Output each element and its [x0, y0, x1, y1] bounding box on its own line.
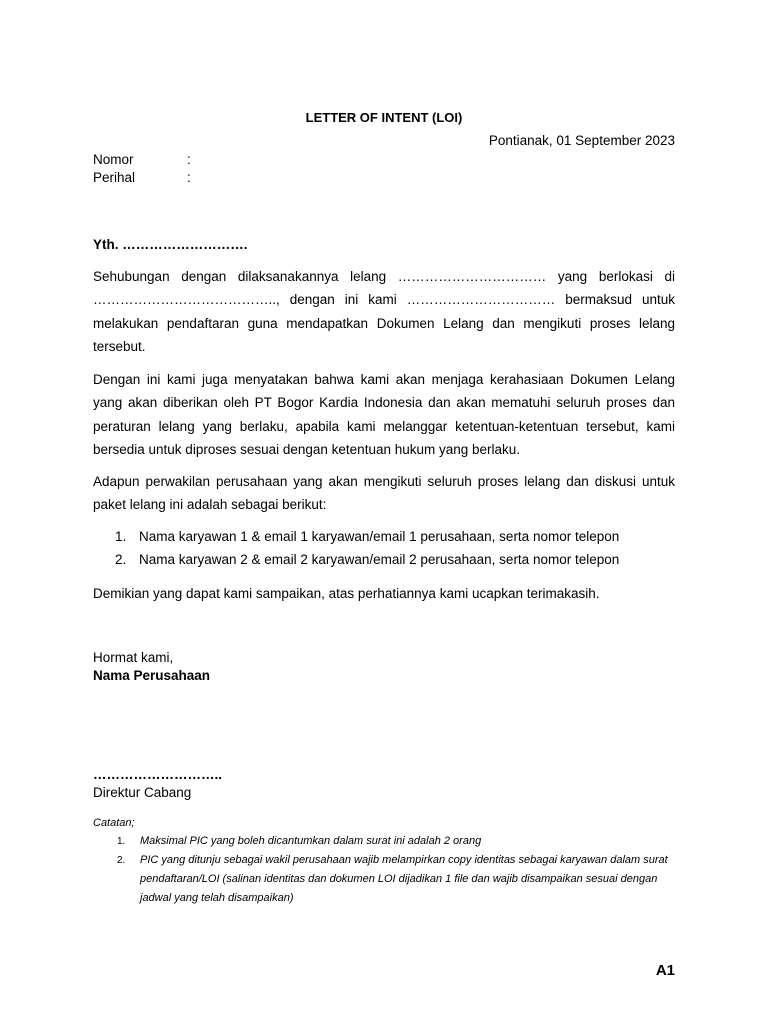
list-item: [93, 525, 675, 548]
paragraph-intro: Sehubungan dengan dilaksanakannya lelang …………………………… yang berlokasi di ………………………………….., dengan ini kami …………………………… bermaksud untuk melakukan pendaftaran guna mendapatkan Dokumen Lelang dan mengikuti proses lelang tersebut.: [93, 269, 675, 354]
page-code: A1: [655, 962, 675, 979]
note-text: Maksimal PIC yang boleh dicantumkan dalam surat ini adalah 2 orang: [140, 835, 482, 847]
paragraph-confidentiality: Dengan ini kami juga menyatakan bahwa kami akan menjaga kerahasiaan Dokumen Lelang yang akan diberikan oleh PT Bogor Kardia Indonesia dan akan mematuhi seluruh proses dan peraturan lelang yang berlaku, apabila kami melanggar ketentuan-ketentuan tersebut, kami bersedia untuk diproses sesuai dengan ketentuan hukum yang berlaku.: [93, 372, 675, 457]
note-number: 2.: [117, 855, 126, 866]
list-number: 2.: [115, 552, 127, 567]
paragraph-closing: Demikian yang dapat kami sampaikan, atas perhatiannya kami ucapkan terimakasih.: [93, 586, 600, 601]
note-item: [93, 832, 675, 851]
company-name: Nama Perusahaan: [93, 668, 211, 683]
list-number: 1.: [115, 529, 127, 544]
recipient: Yth. ……………………….: [93, 237, 248, 252]
note-item: [93, 851, 675, 908]
note-number: 1.: [117, 836, 126, 847]
salutation: Hormat kami,: [93, 650, 174, 665]
list-text: Nama karyawan 2 & email 2 karyawan/email 2 perusahaan, serta nomor telepon: [139, 552, 620, 567]
notes-list: [93, 832, 675, 908]
place-date: Pontianak, 01 September 2023: [488, 133, 675, 148]
field-label: Perihal: [93, 170, 136, 185]
field-separator: :: [187, 152, 191, 167]
signature-line: ………………………..: [93, 767, 223, 782]
notes-title: Catatan;: [93, 817, 135, 829]
field-label: Nomor: [93, 152, 134, 167]
field-separator: :: [187, 170, 191, 185]
list-item: [93, 548, 675, 571]
field-nomor: [93, 151, 191, 169]
representatives-list: [93, 525, 675, 571]
paragraph-representatives: Adapun perwakilan perusahaan yang akan mengikuti seluruh proses lelang dan diskusi untuk paket lelang ini adalah sebagai berikut:: [93, 474, 675, 513]
signer-title: Direktur Cabang: [93, 785, 192, 800]
letter-page: [93, 0, 675, 1024]
note-text: PIC yang ditunju sebagai wakil perusahaan wajib melampirkan copy identitas sebagai karyawan dalam surat pendaftaran/LOI (salinan identitas dan dokumen LOI dijadikan 1 file dan wajib disampaikan sesuai dengan jadwal yang telah disampaikan): [140, 854, 668, 904]
letter-title: LETTER OF INTENT (LOI): [305, 110, 463, 125]
list-text: Nama karyawan 1 & email 1 karyawan/email 1 perusahaan, serta nomor telepon: [139, 529, 620, 544]
field-perihal: [93, 169, 191, 187]
